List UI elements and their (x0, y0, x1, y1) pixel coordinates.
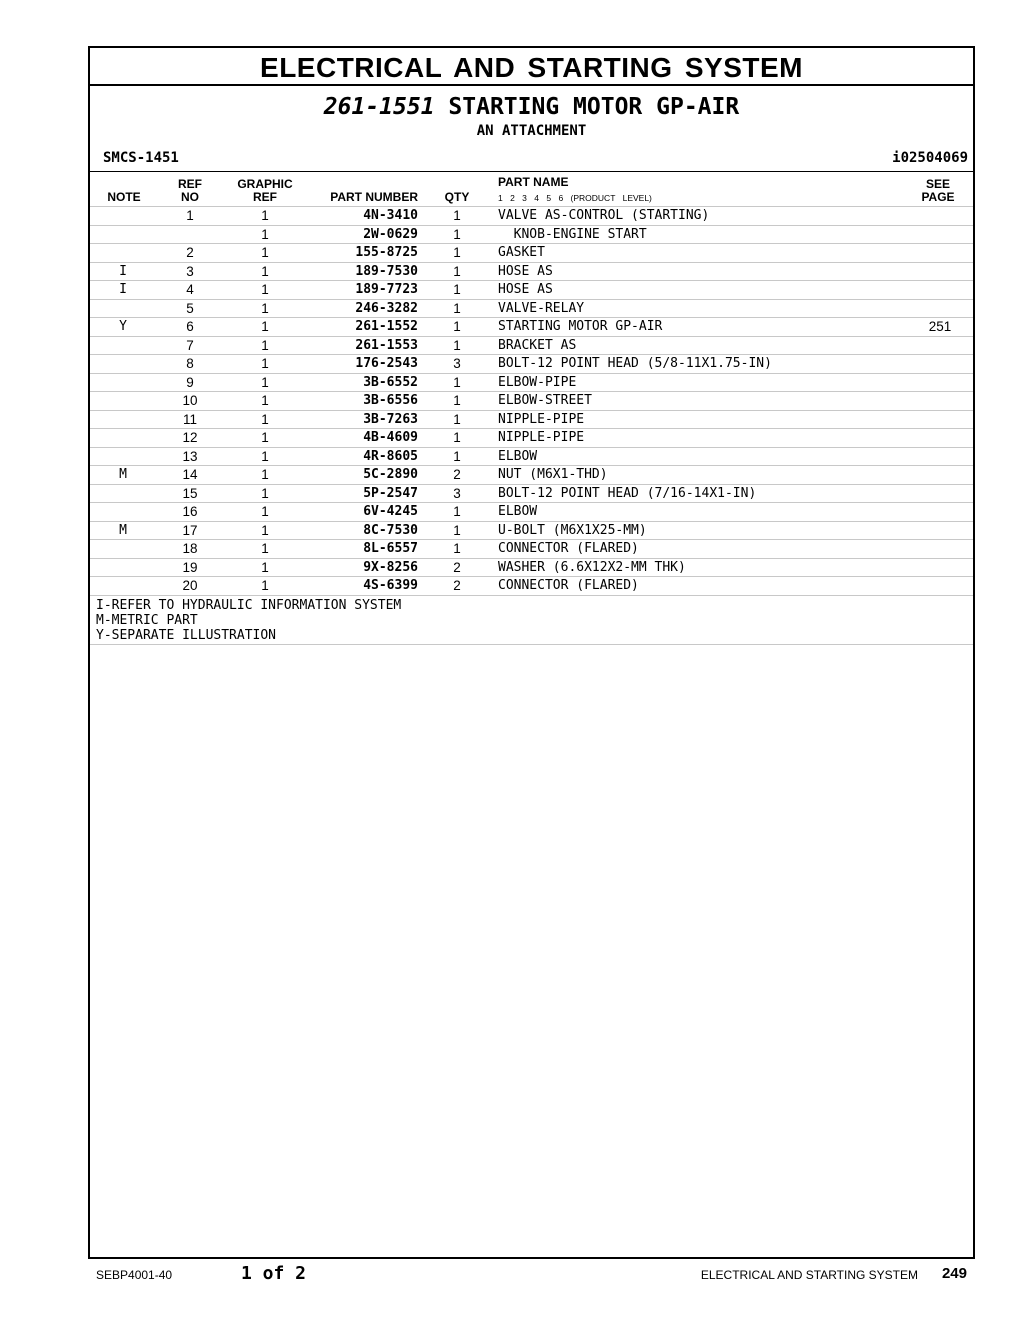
row-part-number: 3B-7263 (363, 411, 418, 427)
row-ref-no: 18 (182, 541, 198, 556)
col-graphic-header-top: GRAPHIC (237, 177, 293, 191)
table-row (90, 539, 973, 558)
row-qty: 2 (453, 559, 461, 575)
row-qty: 1 (453, 337, 461, 353)
row-part-name: NUT (M6X1-THD) (498, 467, 608, 482)
row-graphic-ref: 1 (261, 263, 269, 279)
table-row (90, 206, 973, 225)
row-ref-no: 8 (186, 356, 194, 371)
row-part-number: 4N-3410 (363, 208, 418, 223)
row-part-name: STARTING MOTOR GP-AIR (498, 319, 663, 334)
row-graphic-ref: 1 (261, 319, 269, 334)
group-title (90, 94, 973, 120)
row-ref-no: 6 (186, 319, 194, 334)
group-name: STARTING MOTOR GP-AIR (448, 94, 740, 120)
row-ref-no: 16 (182, 504, 198, 519)
table-row (90, 558, 973, 577)
table-row (90, 502, 973, 521)
row-graphic-ref: 1 (261, 245, 269, 260)
row-qty: 1 (453, 393, 461, 408)
note-line: I-REFER TO HYDRAULIC INFORMATION SYSTEM (96, 597, 402, 613)
row-qty: 1 (453, 263, 461, 279)
row-ref-no: 11 (182, 411, 197, 427)
row-qty: 1 (453, 522, 461, 538)
row-ref-no: 3 (186, 263, 194, 279)
row-part-name: U-BOLT (M6X1X25-MM) (498, 522, 647, 538)
note-line: Y-SEPARATE ILLUSTRATION (96, 627, 277, 643)
footer-doc-number: SEBP4001-40 (96, 1268, 173, 1282)
row-part-number: 176-2543 (355, 356, 418, 371)
notes-legend (90, 595, 973, 645)
row-ref-no: 17 (182, 522, 198, 538)
row-ref-no: 15 (182, 485, 198, 501)
table-row (90, 391, 973, 410)
row-part-name: NIPPLE-PIPE (498, 430, 585, 445)
row-part-name: CONNECTOR (FLARED) (498, 578, 639, 593)
table-row (90, 428, 973, 447)
row-part-name: ELBOW (498, 448, 538, 464)
row-qty: 1 (453, 411, 461, 427)
row-part-number: 8C-7530 (363, 522, 418, 538)
row-ref-no: 2 (186, 245, 194, 260)
col-see-header-bottom: PAGE (921, 190, 955, 204)
row-part-name: BOLT-12 POINT HEAD (7/16-14X1-IN) (498, 485, 757, 501)
row-part-number: 8L-6557 (363, 541, 418, 556)
row-graphic-ref: 1 (261, 541, 269, 556)
row-part-number: 6V-4245 (363, 504, 418, 519)
parts-page-frame (88, 46, 975, 1259)
row-note: M (119, 467, 127, 482)
row-part-number: 4R-8605 (363, 448, 418, 464)
row-qty: 3 (453, 356, 461, 371)
table-row (90, 484, 973, 503)
row-graphic-ref: 1 (261, 467, 269, 482)
table-row (90, 225, 973, 244)
row-ref-no: 10 (182, 393, 198, 408)
row-part-name: GASKET (498, 245, 545, 260)
table-row (90, 280, 973, 299)
row-qty: 1 (453, 300, 461, 316)
section-title: ELECTRICAL AND STARTING SYSTEM (90, 48, 973, 86)
row-part-name: NIPPLE-PIPE (498, 411, 585, 427)
row-graphic-ref: 1 (261, 393, 269, 408)
row-graphic-ref: 1 (261, 559, 269, 575)
table-row (90, 410, 973, 429)
row-ref-no: 20 (182, 578, 198, 593)
row-part-number: 246-3282 (355, 300, 418, 316)
row-qty: 1 (453, 430, 461, 445)
col-see-header-top: SEE (925, 177, 950, 191)
row-part-number: 5C-2890 (363, 467, 418, 482)
row-part-name: BRACKET AS (498, 337, 577, 353)
table-row (90, 447, 973, 466)
row-part-number: 189-7723 (355, 282, 418, 297)
row-part-number: 261-1552 (355, 319, 418, 334)
row-qty: 1 (453, 282, 461, 297)
row-note: Y (119, 319, 127, 334)
row-qty: 1 (453, 208, 461, 223)
row-part-name: WASHER (6.6X12X2-MM THK) (498, 559, 686, 575)
row-graphic-ref: 1 (261, 282, 269, 297)
row-ref-no: 7 (186, 337, 194, 353)
row-qty: 1 (453, 226, 461, 242)
row-part-name: CONNECTOR (FLARED) (498, 541, 639, 556)
row-graphic-ref: 1 (261, 522, 269, 538)
row-part-name: KNOB-ENGINE START (498, 226, 647, 242)
attachment-label: AN ATTACHMENT (476, 123, 587, 139)
row-part-name: ELBOW-PIPE (498, 374, 577, 390)
row-graphic-ref: 1 (261, 337, 269, 353)
row-graphic-ref: 1 (261, 504, 269, 519)
parts-table (90, 206, 973, 645)
col-ref-header-bottom: NO (181, 190, 199, 204)
row-part-number: 155-8725 (355, 245, 418, 260)
table-row (90, 299, 973, 318)
row-part-number: 3B-6552 (363, 374, 418, 390)
parts-rows (90, 206, 973, 595)
row-part-number: 3B-6556 (363, 393, 418, 408)
col-ref-header-top: REF (178, 177, 202, 191)
table-row (90, 336, 973, 355)
row-graphic-ref: 1 (261, 411, 269, 427)
row-graphic-ref: 1 (261, 208, 269, 223)
row-graphic-ref: 1 (261, 226, 269, 242)
row-graphic-ref: 1 (261, 300, 269, 316)
col-qty-header: QTY (444, 190, 470, 204)
row-part-number: 4B-4609 (363, 430, 418, 445)
row-part-number: 261-1553 (355, 337, 418, 353)
table-row (90, 317, 973, 336)
row-ref-no: 12 (182, 430, 198, 445)
row-graphic-ref: 1 (261, 448, 269, 464)
table-row (90, 243, 973, 262)
row-qty: 1 (453, 319, 461, 334)
product-level-header: 1 2 3 4 5 6 (PRODUCT LEVEL) (498, 193, 652, 203)
col-part-number-header: PART NUMBER (330, 190, 418, 204)
row-graphic-ref: 1 (261, 485, 269, 501)
row-part-number: 4S-6399 (363, 578, 418, 593)
footer-page-of: 1 of 2 (241, 1263, 307, 1284)
row-part-name: BOLT-12 POINT HEAD (5/8-11X1.75-IN) (498, 356, 772, 371)
col-part-name-header: PART NAME (498, 175, 569, 189)
table-row (90, 521, 973, 540)
row-graphic-ref: 1 (261, 430, 269, 445)
row-ref-no: 19 (182, 559, 198, 575)
row-graphic-ref: 1 (261, 356, 269, 371)
row-part-name: VALVE AS-CONTROL (STARTING) (498, 208, 710, 223)
row-part-number: 9X-8256 (363, 559, 418, 575)
table-row (90, 465, 973, 484)
row-ref-no: 4 (186, 282, 194, 297)
note-line: M-METRIC PART (96, 612, 198, 628)
row-part-name: ELBOW-STREET (498, 393, 592, 408)
row-part-number: 5P-2547 (363, 485, 418, 501)
row-ref-no: 1 (186, 208, 194, 223)
row-qty: 1 (453, 245, 461, 260)
row-note: M (119, 522, 127, 538)
row-ref-no: 13 (182, 448, 198, 464)
row-see-page: 251 (928, 319, 952, 334)
row-ref-no: 14 (182, 467, 198, 482)
row-part-number: 2W-0629 (363, 226, 418, 242)
row-note: I (119, 263, 127, 279)
row-part-number: 189-7530 (355, 263, 418, 279)
row-part-name: HOSE AS (498, 282, 553, 297)
footer-page-number: 249 (941, 1265, 967, 1282)
footer-section-name: ELECTRICAL AND STARTING SYSTEM (700, 1268, 918, 1282)
row-qty: 1 (453, 504, 461, 519)
col-note-header: NOTE (107, 190, 141, 204)
group-number: 261-1551 (323, 94, 435, 120)
row-ref-no: 9 (186, 374, 194, 390)
row-ref-no: 5 (186, 300, 194, 316)
row-qty: 2 (453, 578, 461, 593)
table-row (90, 373, 973, 392)
col-graphic-header-bottom: REF (253, 190, 277, 204)
row-qty: 2 (453, 467, 461, 482)
table-row (90, 576, 973, 595)
row-qty: 3 (453, 485, 461, 501)
row-qty: 1 (453, 448, 461, 464)
row-part-name: VALVE-RELAY (498, 300, 585, 316)
table-row (90, 262, 973, 281)
row-note: I (119, 282, 127, 297)
illustration-id: i02504069 (892, 150, 968, 166)
row-graphic-ref: 1 (261, 578, 269, 593)
row-graphic-ref: 1 (261, 374, 269, 390)
row-part-name: HOSE AS (498, 263, 553, 279)
header-divider (90, 171, 973, 172)
table-row (90, 354, 973, 373)
row-qty: 1 (453, 374, 461, 390)
smcs-code: SMCS-1451 (103, 150, 179, 166)
row-part-name: ELBOW (498, 504, 538, 519)
row-qty: 1 (453, 541, 461, 556)
